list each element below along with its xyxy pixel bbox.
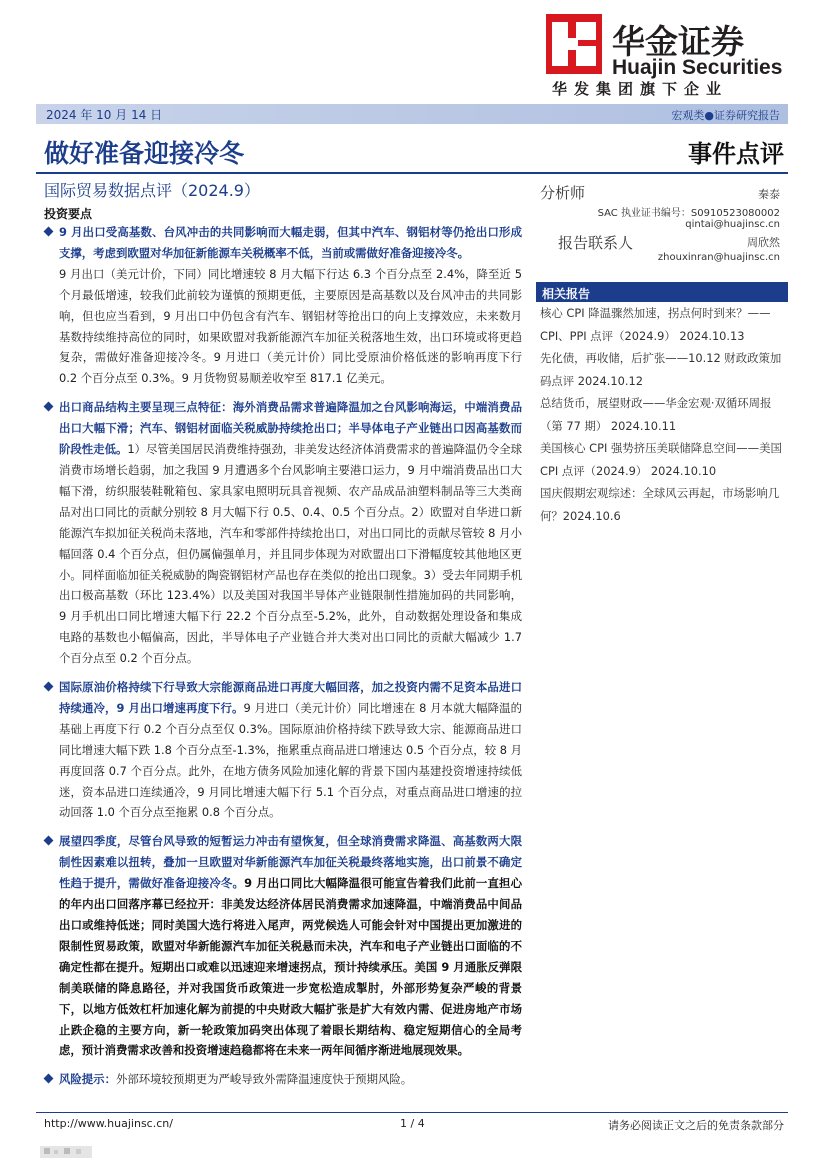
risk-label: 风险提示： — [59, 1072, 116, 1087]
paragraph-lead: 展望四季度，尽管台风导致的短暂运力冲击有望恢复，但全球消费需求降温、高基数两大限制性因素难以扭转，叠加一旦欧盟对华新能源汽车加征关税最终落地实施，出口前景不确定性趋于提升，需做好准备迎接冷冬。 — [59, 834, 522, 891]
paragraph-2 — [44, 397, 522, 669]
diamond-bullet-icon — [44, 1074, 54, 1084]
analyst-name: 秦泰 — [758, 188, 780, 201]
diamond-bullet-icon — [44, 227, 54, 237]
related-item[interactable]: 国庆假期宏观综述：全球风云再起，市场影响几何？2024.10.6 — [540, 486, 780, 523]
paragraph-4 — [44, 831, 522, 1061]
risk-body: 外部环境较预期更为严峻导致外需降温速度快于预期风险。 — [115, 1072, 413, 1087]
title-divider — [36, 172, 788, 174]
brand-logo — [546, 14, 786, 79]
huajin-logo-icon — [546, 14, 602, 74]
qr-watermark-icon — [40, 1128, 92, 1158]
paragraph-1 — [44, 222, 522, 389]
header-bar — [36, 104, 788, 124]
report-date: 2024 年 10 月 14 日 — [46, 108, 163, 122]
brand-name-en: Huajin Securities — [612, 56, 783, 79]
risk-warning — [44, 1069, 522, 1090]
document-type: 事件点评 — [688, 140, 784, 168]
analyst-sac: SAC 执业证书编号：S0910523080002 — [597, 208, 780, 219]
related-reports — [536, 282, 788, 527]
keypoints-label: 投资要点 — [44, 207, 93, 221]
related-item[interactable]: 总结货币，展望财政——华金宏观·双循环周报（第 77 期） 2024.10.11 — [540, 396, 772, 433]
main-content — [44, 222, 522, 1098]
diamond-bullet-icon — [44, 402, 54, 412]
paragraph-lead: 出口商品结构主要呈现三点特征：海外消费品需求普遍降温加之台风影响海运，中端消费品出口大幅下滑；汽车、钢铝材面临关税威胁持续抢出口；半导体电子产业链出口因高基数而阶段性走低。 — [59, 400, 522, 457]
footer-disclaimer: 请务必阅读正文之后的免责条款部分 — [608, 1119, 784, 1132]
footer-url[interactable]: http://www.huajinsc.cn/ — [44, 1117, 173, 1130]
contact-name: 周欣然 — [747, 236, 780, 249]
diamond-bullet-icon — [44, 836, 54, 846]
related-item[interactable]: 先化债，再收储，后扩张——10.12 财政政策加码点评 2024.10.12 — [540, 351, 782, 388]
paragraph-body: 1）尽管美国居民消费维持强劲，非美发达经济体消费需求的普遍降温仍令全球消费市场增长趋弱，加之我国 9 月遭遇多个台风影响主要港口运力，9 月中端消费品出口大幅下滑，纺织服装鞋靴箱包、家具家电照明玩具音视频、农产品成品油塑料制品等三大类商品对出口同比的贡献分别较 8 月大幅下行 0.5、0.4、0.5 个百分点。2）欧盟对自华进口新能源汽车拟加征关税尚未落地，汽车和零部件持续抢出口，对出口同比的贡献尽管较 8 月小幅回落 0.4 个百分点，但仍属偏强单月，并且同步体现为对欧盟出口下滑幅度较其他地区更小。同样面临加征关税威胁的陶瓷钢铝材产品也存在类似的抢出口现象。3）受去年同期手机出口极高基数（环比 123.4%）以及美国对我国半导体产业链限制性措施加码的共同影响，9 月手机出口同比增速大幅下行 22.2 个百分点至-5.2%，此外，自动数据处理设备和集成电路的基数也小幅偏高，因此，半导体电子产业链合并大类对出口同比的贡献大幅减少 1.7 个百分点至 0.2 个百分点。 — [59, 442, 522, 666]
report-subtitle: 国际贸易数据点评（2024.9） — [44, 181, 260, 200]
contact-role: 报告联系人 — [558, 234, 634, 252]
paragraph-body: 9 月出口同比大幅降温很可能宣告着我们此前一直担心的年内出口回落序幕已经拉开：非美发达经济体居民消费需求加速降温，中端消费品中间品出口或维持低迷；同时美国大选行将进入尾声，两党候选人可能会针对中国提出更加激进的限制性贸易政策，欧盟对华新能源汽车加征关税悬而未决，汽车和电子产业链出口面临的不确定性都在提升。短期出口或难以迅速迎来增速拐点，预计持续承压。美国 9 月通胀反弹限制美联储的降息路径，并对我国货币政策进一步宽松造成掣肘，外部形势复杂严峻的背景下，以地方低效杠杆加速化解为前提的中央财政大幅扩张是扩大有效内需、促进房地产市场止跌企稳的主要方向，新一轮政策加码突出体现了着眼长期结构、稳定短期信心的全局考虑，预计消费需求改善和投资增速趋稳都将在未来一两年间循序渐进地展现效果。 — [59, 876, 522, 1058]
paragraph-body: 9 月出口（美元计价，下同）同比增速较 8 月大幅下行达 6.3 个百分点至 2.4%，降至近 5 个月最低增速，较我们此前较为谨慎的预期更低，主要原因是高基数以及台风冲击的共同影响，但也应当看到，9 月出口中仍包含有汽车、钢铝材等抢出口的向上支撑效应，未来数月基数持续维持高位的同时，如果欧盟对我新能源汽车加征关税落地生效，出口环境或将更趋复杂，需做好准备迎接冷冬。9 月进口（美元计价）同比受原油价格低迷的影响再度下行 0.2 个百分点至 0.3%。9 月货物贸易顺差收窄至 817.1 亿美元。 — [59, 266, 522, 386]
footer-divider — [36, 1112, 788, 1113]
page-number: 1 / 4 — [400, 1117, 425, 1130]
group-tagline: 华发集团旗下企业 — [552, 80, 729, 98]
contact-email[interactable]: zhouxinran@huajinsc.cn — [657, 252, 780, 263]
related-item[interactable]: 美国核心 CPI 强势挤压美联储降息空间——美国 CPI 点评（2024.9） 2024.10.10 — [540, 441, 782, 478]
related-item[interactable]: 核心 CPI 降温骤然加速，拐点何时到来？——CPI、PPI 点评（2024.9） 2024.10.13 — [540, 306, 771, 343]
brand-name-cn: 华金证券 — [612, 22, 744, 61]
paragraph-lead: 9 月出口受高基数、台风冲击的共同影响而大幅走弱，但其中汽车、钢铝材等仍抢出口形成支撑，考虑到欧盟对华加征新能源车关税概率不低，当前或需做好准备迎接冷冬。 — [59, 225, 522, 260]
related-header: 相关报告 — [536, 282, 788, 302]
paragraph-lead: 国际原油价格持续下行导致大宗能源商品进口再度大幅回落，加之投资内需不足资本品进口持续通冷，9 月出口增速再度下行。 — [59, 680, 522, 715]
paragraph-body: 9 月进口（美元计价）同比增速在 8 月本就大幅降温的基础上再度下行 0.2 个百分点至仅 0.3%。国际原油价格持续下跌导致大宗、能源商品进口同比增速大幅下跌 1.8 个百分点至-1.3%，拖累重点商品进口增速达 0.5 个百分点，较 8 月再度回落 0.7 个百分点。此外，在地方债务风险加速化解的背景下国内基建投资增速持续低迷，资本品进口连续通冷，9 月同比增速大幅下行 5.1 个百分点，对重点商品进口增速的拉动回落 1.0 个百分点至拖累 0.8 个百分点。 — [59, 700, 522, 820]
analyst-email[interactable]: qintai@huajinsc.cn — [685, 219, 780, 230]
paragraph-3 — [44, 677, 522, 823]
diamond-bullet-icon — [44, 682, 54, 692]
report-title: 做好准备迎接冷冬 — [44, 139, 245, 168]
analyst-role: 分析师 — [540, 184, 586, 202]
report-category: 宏观类●证券研究报告 — [671, 109, 780, 122]
